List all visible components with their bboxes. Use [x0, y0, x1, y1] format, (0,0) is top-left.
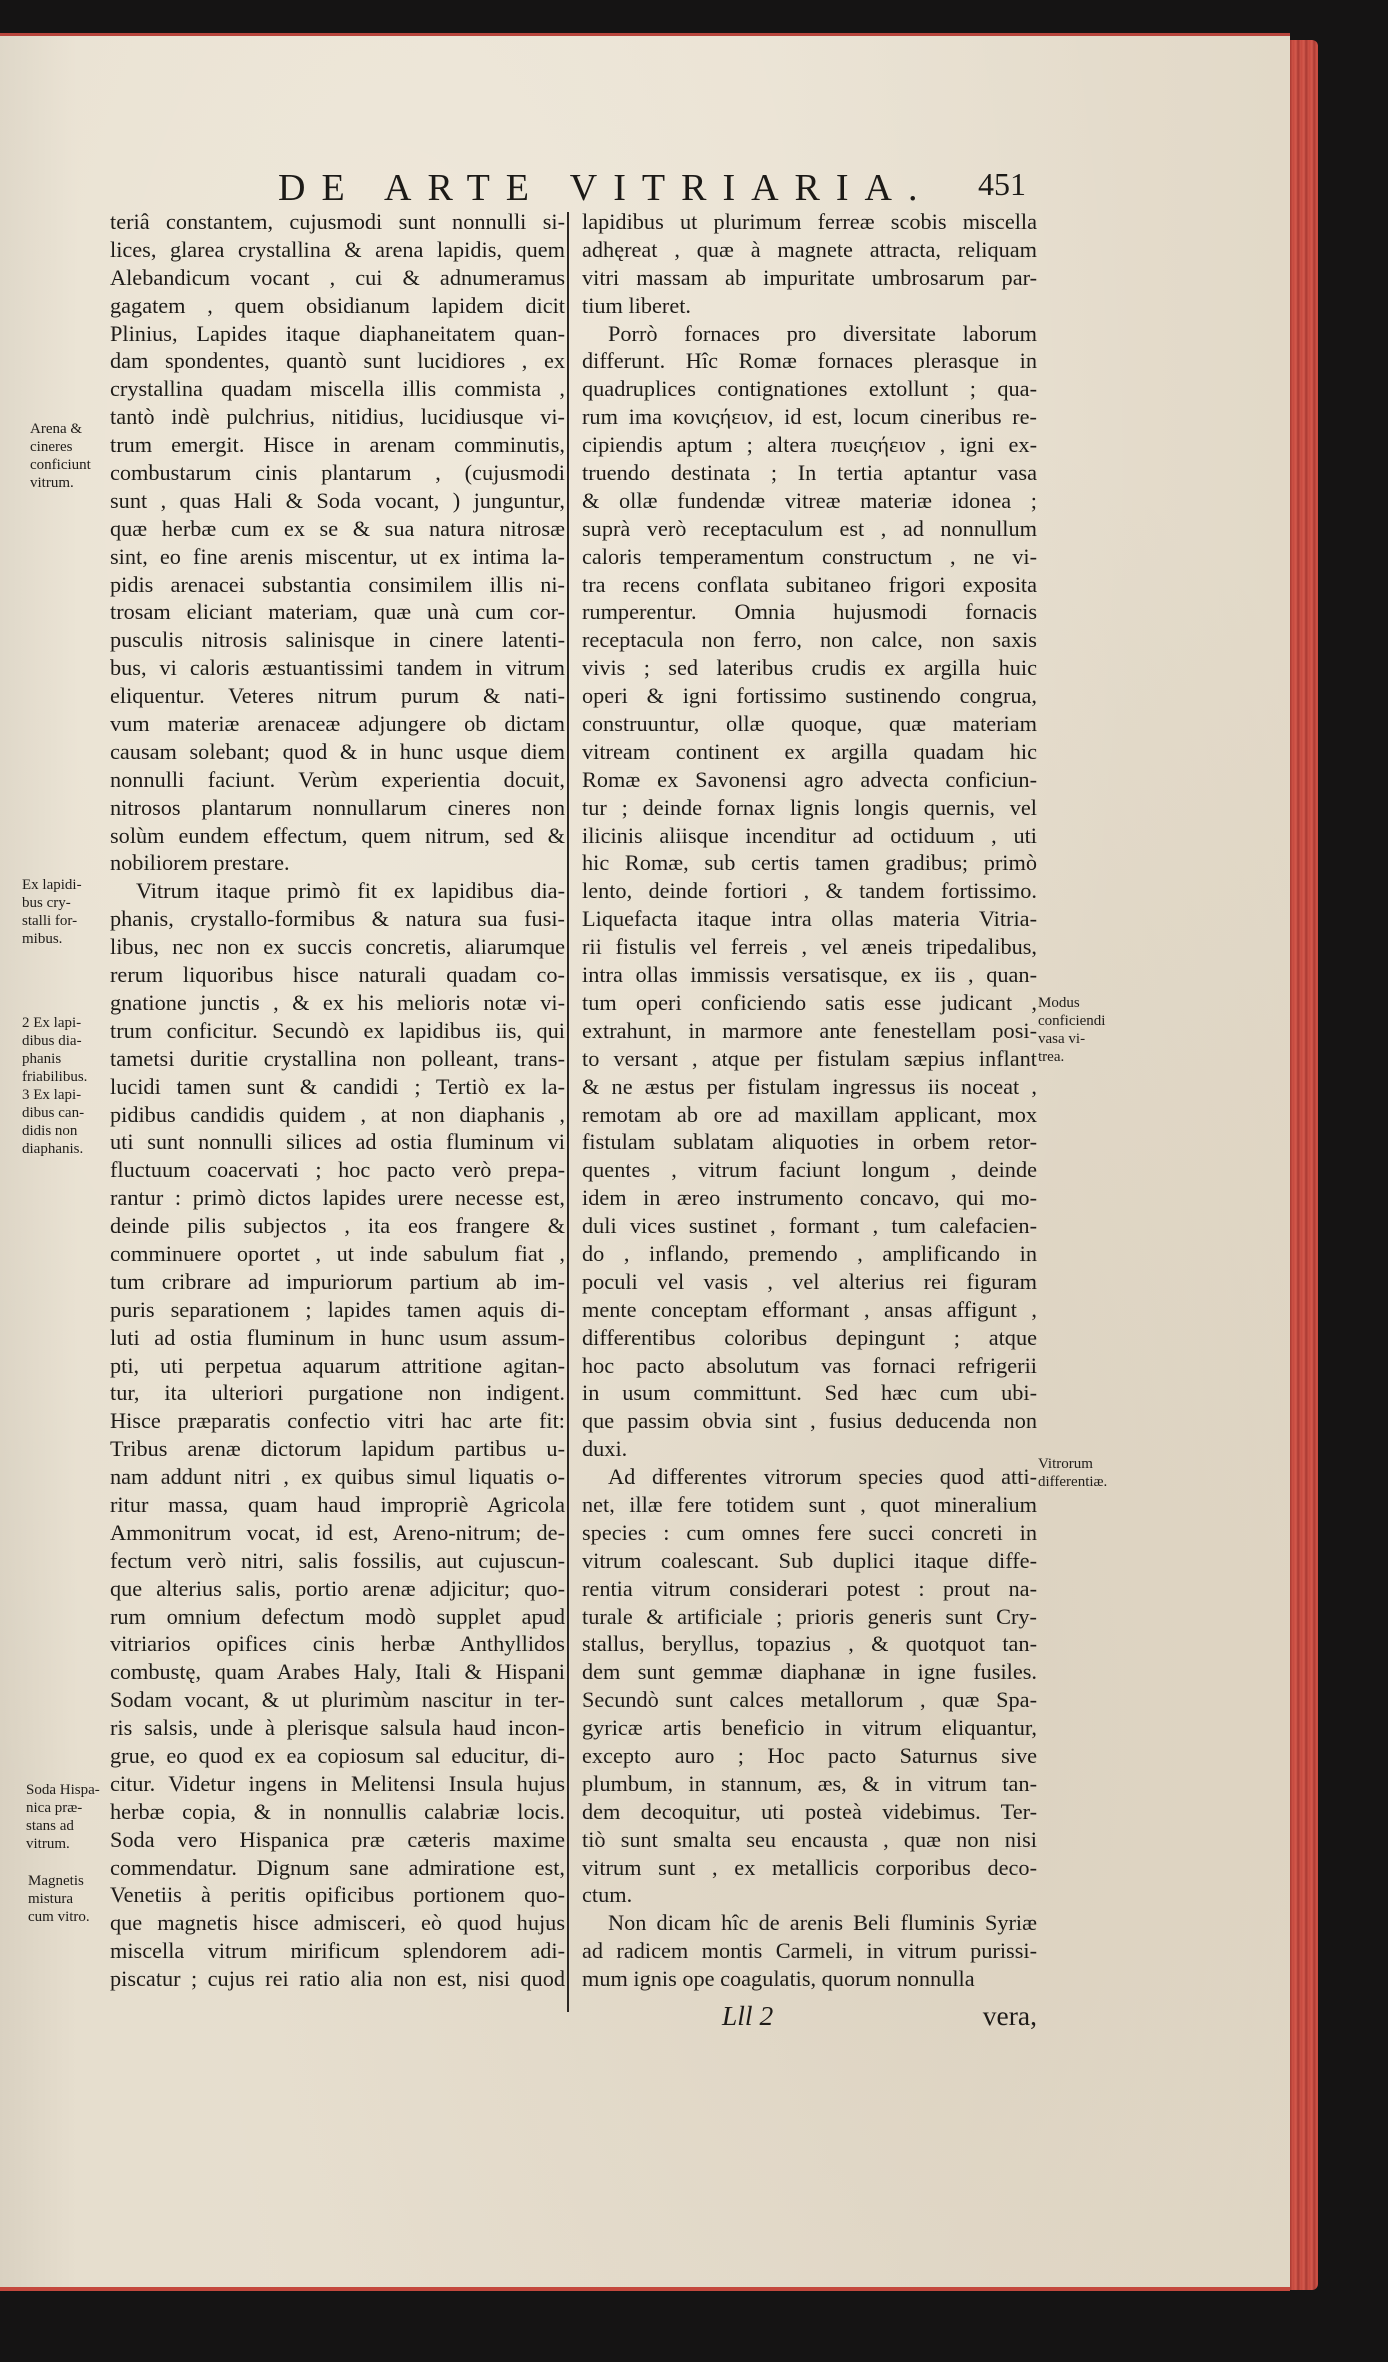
text-line: Ad differentes vitrorum species quod atti-	[608, 1464, 1037, 1490]
text-line: quentes , vitrum faciunt longum , deinde	[582, 1157, 1037, 1183]
text-line: que alterius salis, portio arenæ adjicitur; quo-	[110, 1575, 565, 1601]
text-line: combustę, quam Arabes Haly, Itali & Hispani	[110, 1659, 565, 1685]
text-line: Sodam vocant, & ut plurimùm nascitur in ter-	[110, 1687, 565, 1713]
text-line: mum ignis ope coagulatis, quorum nonnulla	[582, 1966, 975, 1992]
text-line: deinde pilis subjectos , ita eos frangere &	[110, 1213, 565, 1239]
text-line: Ammonitrum vocat, id est, Areno-nitrum; de-	[110, 1519, 565, 1545]
text-line: vivis ; sed lateribus crudis ex argilla huic	[582, 655, 1037, 681]
text-line: differentibus coloribus depingunt ; atque	[582, 1324, 1037, 1350]
text-line: rerum liquoribus hisce naturali quadam co-	[110, 962, 565, 988]
text-line: tum operi conficiendo satis esse judicant ,	[582, 989, 1037, 1015]
text-line: stallus, beryllus, topazius , & quotquot tan-	[582, 1631, 1037, 1657]
left-column	[110, 208, 565, 1993]
text-line: Liquefacta itaque intra ollas materia Vitria-	[582, 906, 1037, 932]
text-line: differunt. Hîc Romæ fornaces plerasque in	[582, 348, 1037, 374]
text-line: trum conficitur. Secundò ex lapidibus iis, qui	[110, 1017, 565, 1043]
text-line: Hisce præparatis confectio vitri hac arte fit:	[110, 1408, 565, 1434]
text-line: in usum committunt. Sed hæc cum ubi-	[582, 1380, 1037, 1406]
text-line: rum omnium defectum modò supplet apud	[110, 1603, 565, 1629]
text-line: tur, ita ulteriori purgatione non indigent.	[110, 1380, 565, 1406]
text-line: intra ollas immissis versatisque, ex iis , quan-	[582, 962, 1037, 988]
text-line: bus, vi caloris æstuantissimi tandem in vitrum	[110, 655, 565, 681]
text-line: comminuere oportet , ut inde sabulum fiat ,	[110, 1240, 565, 1266]
text-line: Plinius, Lapides itaque diaphaneitatem quan-	[110, 320, 565, 346]
text-line: tametsi duritie crystallina non polleant, trans-	[110, 1045, 565, 1071]
text-line: que magnetis hisce admisceri, eò quod hujus	[110, 1910, 565, 1936]
margin-note-ex-lapidibus-crystalliformibus: Ex lapidi- bus cry- stalli for- mibus.	[22, 877, 82, 947]
text-line: citur. Videtur ingens in Melitensi Insula hujus	[110, 1770, 565, 1796]
text-line: nonnulli faciunt. Verùm experientia docuit,	[110, 766, 565, 792]
text-line: teriâ constantem, cujusmodi sunt nonnulli si-	[110, 209, 565, 234]
text-line: phanis, crystallo-formibus & natura sua fusi-	[110, 906, 565, 932]
text-line: rumperentur. Omnia hujusmodi fornacis	[582, 599, 1037, 625]
text-line: rentia vitrum considerari potest : prout na-	[582, 1575, 1037, 1601]
text-line: vitream continent ex argilla quadam hic	[582, 738, 1037, 764]
text-line: lento, deinde fortiori , & tandem fortissimo.	[582, 878, 1037, 904]
text-line: Romæ ex Savonensi agro advecta conficiun-	[582, 766, 1037, 792]
text-line: & ne æstus per fistulam ingressus iis noceat ,	[582, 1073, 1037, 1099]
text-line: tra recens conflata subitaneo frigori exposita	[582, 571, 1037, 597]
text-line: tur ; deinde fornax lignis longis quernis, vel	[582, 794, 1037, 820]
text-line: rantur : primò dictos lapides urere necesse est,	[110, 1185, 565, 1211]
text-line: hoc pacto absolutum vas fornaci refrigerii	[582, 1352, 1037, 1378]
text-line: luti ad ostia fluminum in hunc usum assum-	[110, 1324, 565, 1350]
signature-mark: Lll 2	[722, 2000, 774, 2031]
text-line: turale & artificiale ; prioris generis sunt Cry-	[582, 1603, 1037, 1629]
text-line: puris separationem ; lapides tamen aquis di-	[110, 1296, 565, 1322]
text-line: idem in æreo instrumento concavo, qui mo-	[582, 1185, 1037, 1211]
text-line: fluctuum coacervati ; hoc pacto verò prepa-	[110, 1157, 565, 1183]
text-line: libus, nec non ex succis concretis, aliarumque	[110, 934, 565, 960]
catchword: vera,	[982, 2000, 1037, 2031]
text-line: quæ herbæ cum ex se & sua natura nitrosæ	[110, 515, 565, 541]
text-line: lapidibus ut plurimum ferreæ scobis miscella	[582, 209, 1037, 234]
text-line: ad radicem montis Carmeli, in vitrum purissi-	[582, 1938, 1037, 1964]
text-line: solùm eundem effectum, quem nitrum, sed &	[110, 822, 565, 848]
text-line: duxi.	[582, 1436, 628, 1462]
text-line: que passim obvia sint , fusius deducenda non	[582, 1408, 1037, 1434]
text-line: suprà verò receptaculum est , ad nonnullum	[582, 515, 1037, 541]
text-line: quadruplices contignationes extollunt ; qua-	[582, 376, 1037, 402]
text-line: to versant , atque per fistulam sæpius inflant	[582, 1045, 1037, 1071]
right-column	[582, 208, 1037, 1993]
margin-note-arena-cineres: Arena & cineres conficiunt vitrum.	[30, 421, 91, 491]
text-line: species : cum omnes fere succi concreti in	[582, 1519, 1037, 1545]
text-line: eliquentur. Veteres nitrum purum & nati-	[110, 683, 565, 709]
text-line: pidis arenacei substantia consimilem illis ni-	[110, 571, 565, 597]
text-line: operi & igni fortissimo sustinendo congrua,	[582, 683, 1037, 709]
text-line: ilicinis aliisque incenditur ad octiduum , uti	[582, 822, 1037, 848]
text-line: miscella vitrum mirificum splendorem adi-	[110, 1938, 565, 1964]
text-line: gnatione junctis , & ex his melioris notæ vi-	[110, 989, 565, 1015]
text-line: Non dicam hîc de arenis Beli fluminis Syriæ	[608, 1910, 1037, 1936]
text-line: vitri massam ab impuritate umbrosarum par-	[582, 264, 1037, 290]
text-line: pusculis nitrosis salinisque in cinere latenti-	[110, 627, 565, 653]
text-line: tiò sunt smalta seu encausta , quæ non nisi	[582, 1826, 1037, 1852]
text-line: ctum.	[582, 1882, 633, 1908]
text-line: tum cribrare ad impuriorum partium ab im-	[110, 1268, 565, 1294]
margin-note-magnetis-mistura: Magnetis mistura cum vitro.	[28, 1873, 90, 1925]
text-line: hic Romæ, sub certis tamen gradibus; primò	[582, 850, 1037, 876]
text-line: dam spondentes, quantò sunt lucidiores , ex	[110, 348, 565, 374]
text-line: nam addunt nitri , ex quibus simul liquatis o-	[110, 1464, 565, 1490]
margin-note-ex-lapidibus-diaphanis: 2 Ex lapi- dibus dia- phanis friabilibus. 3 Ex lapi- dibus can- didis non diaphanis.	[22, 1015, 88, 1157]
margin-note-modus-conficiendi: Modus conficiendi vasa vi- trea.	[1038, 995, 1106, 1065]
column-rule	[567, 212, 569, 2012]
text-line: caloris temperamentum constructum , ne vi-	[582, 543, 1037, 569]
text-line: excepto auro ; Hoc pacto Saturnus sive	[582, 1742, 1037, 1768]
page-number: 451	[978, 166, 1026, 202]
text-line: truendo destinata ; In tertia aptantur vasa	[582, 460, 1037, 486]
margin-note-soda-hispanica: Soda Hispa- nica præ- stans ad vitrum.	[26, 1782, 100, 1852]
text-line: Venetiis à peritis opificibus portionem quo-	[110, 1882, 565, 1908]
text-line: cipiendis aptum ; altera πυειςήειον , igni ex-	[582, 432, 1037, 458]
text-line: pti, uti perpetua aquarum attritione agitan-	[110, 1352, 565, 1378]
text-line: & ollæ fundendæ vitreæ materiæ idonea ;	[582, 487, 1037, 513]
text-line: receptacula non ferro, non calce, non saxis	[582, 627, 1037, 653]
text-line: nitrosos plantarum nonnullarum cineres non	[110, 794, 565, 820]
text-line: commendatur. Dignum sane admiratione est,	[110, 1854, 565, 1880]
text-line: plumbum, in stannum, æs, & in vitrum tan-	[582, 1770, 1037, 1796]
text-line: gagatem , quem obsidianum lapidem dicit	[110, 292, 565, 318]
text-line: crystallina quadam miscella illis commista ,	[110, 376, 565, 402]
text-line: rum ima κονιςήειον, id est, locum cineribus re-	[582, 404, 1037, 430]
text-line: remotam ab ore ad maxillam applicant, mox	[582, 1101, 1037, 1127]
text-line: dem sunt gemmæ diaphanæ in igne fusiles.	[582, 1659, 1037, 1685]
text-line: grue, eo quod ex ea copiosum sal educitur, di-	[110, 1742, 565, 1768]
text-line: trum emergit. Hisce in arenam comminutis,	[110, 432, 565, 458]
text-line: lucidi tamen sunt & candidi ; Tertiò ex la-	[110, 1073, 565, 1099]
text-line: Tribus arenæ dictorum lapidum partibus u-	[110, 1436, 565, 1462]
text-line: lices, glarea crystallina & arena lapidis, quem	[110, 236, 565, 262]
text-line: vitriarios opifices cinis herbæ Anthyllidos	[110, 1631, 565, 1657]
text-line: mente conceptam efformant , ansas affigunt ,	[582, 1296, 1037, 1322]
text-line: nobiliorem prestare.	[110, 850, 290, 876]
text-line: tium liberet.	[582, 292, 691, 318]
text-line: dem decoquitur, uti posteà videbimus. Ter-	[582, 1798, 1037, 1824]
text-line: Secundò sunt calces metallorum , quæ Spa-	[582, 1687, 1037, 1713]
text-line: trosam eliciant materiam, quæ unà cum cor-	[110, 599, 565, 625]
running-head: DE ARTE VITRIARIA.	[278, 167, 934, 209]
text-line: do , inflando, premendo , amplificando in	[582, 1240, 1037, 1266]
text-line: extrahunt, in marmore ante fenestellam posi-	[582, 1017, 1037, 1043]
text-line: piscatur ; cujus rei ratio alia non est, nisi quod	[110, 1966, 565, 1992]
text-line: sunt , quas Hali & Soda vocant, ) junguntur,	[110, 487, 565, 513]
text-line: fistulam sublatam aliquoties in orbem retor-	[582, 1129, 1037, 1155]
text-line: ritur massa, quam haud impropriè Agricola	[110, 1491, 565, 1517]
text-line: Soda vero Hispanica præ cæteris maxime	[110, 1826, 565, 1852]
text-line: vum materiæ arenaceæ adjungere ob dictam	[110, 711, 565, 737]
text-line: Vitrum itaque primò fit ex lapidibus dia-	[136, 878, 565, 904]
text-line: fectum verò nitri, salis fossilis, aut cujuscun-	[110, 1547, 565, 1573]
text-line: ris salsis, unde à plerisque salsula haud incon-	[110, 1715, 565, 1741]
text-line: tantò indè pulchrius, nitidius, lucidiusque vi-	[110, 404, 565, 430]
text-line: rii fistulis vel ferreis , vel æneis tripedalibus,	[582, 934, 1037, 960]
text-line: poculi vel vasis , vel alterius rei figuram	[582, 1268, 1037, 1294]
text-line: vitrum coalescant. Sub duplici itaque diffe-	[582, 1547, 1037, 1573]
text-line: gyricæ artis beneficio in vitrum eliquantur,	[582, 1715, 1037, 1741]
text-line: net, illæ fere totidem sunt , quot mineralium	[582, 1491, 1037, 1517]
text-line: pidibus candidis quidem , at non diaphanis ,	[110, 1101, 565, 1127]
margin-note-vitrorum-differentiae: Vitrorum differentiæ.	[1038, 1456, 1108, 1490]
text-line: adhęreat , quæ à magnete attracta, reliquam	[582, 236, 1037, 262]
text-line: combustarum cinis plantarum , (cujusmodi	[110, 460, 565, 486]
text-line: sint, eo fine arenis miscentur, ut ex intima la-	[110, 543, 565, 569]
text-line: herbæ copia, & in nonnullis calabriæ locis.	[110, 1798, 565, 1824]
text-line: Porrò fornaces pro diversitate laborum	[608, 320, 1037, 346]
text-line: Alebandicum vocant , cui & adnumeramus	[110, 264, 565, 290]
text-line: duli vices sustinet , formant , tum calefacien-	[582, 1213, 1037, 1239]
text-line: construuntur, ollæ quoque, quæ materiam	[582, 711, 1037, 737]
text-line: causam solebant; quod & in hunc usque diem	[110, 738, 565, 764]
text-line: vitrum sunt , ex metallicis corporibus deco-	[582, 1854, 1037, 1880]
text-line: uti sunt nonnulli silices ad ostia fluminum vi	[110, 1129, 565, 1155]
